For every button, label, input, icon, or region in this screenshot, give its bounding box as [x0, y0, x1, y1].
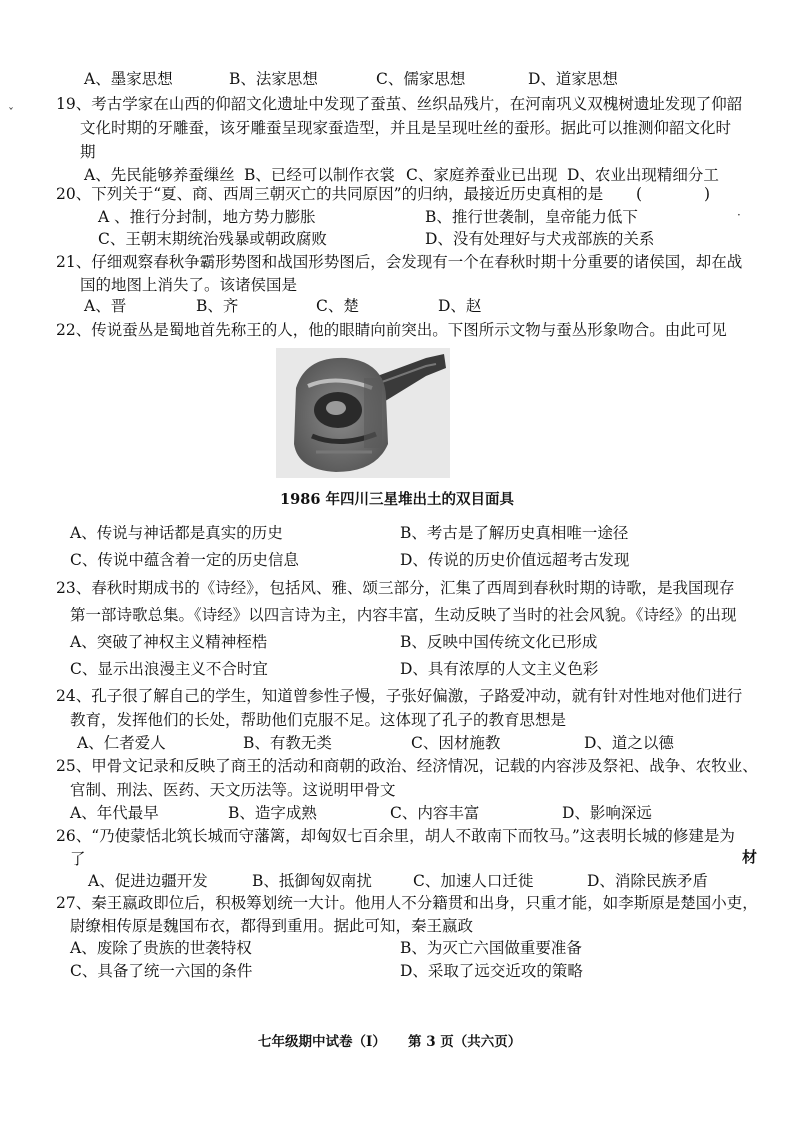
- q19-stem-line-3: 期: [80, 143, 96, 161]
- q25-stem-line-1: 25、甲骨文记录和反映了商王的活动和商朝的政治、经济情况，记载的内容涉及祭祀、战争、农牧业、: [56, 757, 758, 775]
- q21-option-a[interactable]: A、晋: [84, 297, 127, 315]
- q20-option-b[interactable]: B、推行世袭制，皇帝能力低下: [425, 208, 638, 226]
- q26-option-a[interactable]: A、促进边疆开发: [88, 872, 208, 890]
- q26-option-c[interactable]: C、加速人口迁徙: [413, 872, 534, 890]
- q18-option-d[interactable]: D、道家思想: [528, 70, 618, 88]
- scan-speck: ˇ: [8, 106, 14, 120]
- q21-option-c[interactable]: C、楚: [316, 297, 359, 315]
- q22-option-c[interactable]: C、传说中蕴含着一定的历史信息: [70, 551, 299, 569]
- q20-option-d[interactable]: D、没有处理好与犬戎部族的关系: [425, 230, 655, 248]
- image-caption: 1986 年四川三星堆出土的双目面具: [280, 491, 514, 508]
- q25-option-b[interactable]: B、造字成熟: [228, 804, 317, 822]
- q22-option-a[interactable]: A、传说与神话都是真实的历史: [70, 524, 283, 542]
- q27-option-c[interactable]: C、具备了统一六国的条件: [70, 962, 253, 980]
- margin-stray-character: 材: [742, 848, 758, 866]
- q24-option-c[interactable]: C、因材施教: [411, 734, 501, 752]
- q21-stem-line-1: 21、仔细观察春秋争霸形势图和战国形势图后，会发现有一个在春秋时期十分重要的诸侯国，却在战: [56, 253, 743, 271]
- q22-option-b[interactable]: B、考古是了解历史真相唯一途径: [400, 524, 629, 542]
- q24-option-b[interactable]: B、有教无类: [243, 734, 332, 752]
- q25-stem-line-2: 官制、刑法、医药、天文历法等。这说明甲骨文: [70, 781, 396, 799]
- q26-option-b[interactable]: B、抵御匈奴南扰: [252, 872, 372, 890]
- q20-option-c[interactable]: C、王朝末期统治残暴或朝政腐败: [98, 230, 327, 248]
- q21-option-b[interactable]: B、齐: [196, 297, 239, 315]
- q23-option-d[interactable]: D、具有浓厚的人文主义色彩: [400, 660, 599, 678]
- q19-stem-line-2: 文化时期的牙雕蚕，该牙雕蚕呈现家蚕造型，并且是呈现吐丝的蚕形。据此可以推测仰韶文化时: [80, 119, 732, 137]
- scan-speck: ·: [737, 208, 741, 222]
- q24-stem-line-1: 24、孔子很了解自己的学生，知道曾参性子慢，子张好偏激，子路爱冲动，就有针对性地对他们进行: [56, 687, 743, 705]
- q19-option-c[interactable]: C、家庭养蚕业已出现: [406, 166, 558, 184]
- q20-answer-bracket[interactable]: ( ): [636, 185, 711, 203]
- q19-option-d[interactable]: D、农业出现精细分工: [567, 166, 719, 184]
- q24-stem-line-2: 教育，发挥他们的长处，帮助他们克服不足。这体现了孔子的教育思想是: [70, 711, 567, 729]
- q18-option-b[interactable]: B、法家思想: [229, 70, 318, 88]
- q18-option-a[interactable]: A、墨家思想: [84, 70, 173, 88]
- q24-option-d[interactable]: D、道之以德: [584, 734, 674, 752]
- q27-option-a[interactable]: A、废除了贵族的世袭特权: [70, 939, 252, 957]
- q25-option-c[interactable]: C、内容丰富: [390, 804, 480, 822]
- q23-option-b[interactable]: B、反映中国传统文化已形成: [400, 633, 598, 651]
- q26-option-d[interactable]: D、消除民族矛盾: [587, 872, 708, 890]
- q19-option-a[interactable]: A、先民能够养蚕缫丝: [84, 166, 235, 184]
- q27-option-b[interactable]: B、为灭亡六国做重要准备: [400, 939, 582, 957]
- q25-option-a[interactable]: A、年代最早: [70, 804, 159, 822]
- q18-option-c[interactable]: C、儒家思想: [376, 70, 466, 88]
- q26-stem-line-2: 了: [70, 850, 86, 868]
- q23-option-a[interactable]: A、突破了神权主义精神桎梏: [70, 633, 268, 651]
- footer-page-number: 第 3 页（共六页）: [408, 1034, 522, 1050]
- q25-option-d[interactable]: D、影响深远: [562, 804, 652, 822]
- q23-option-c[interactable]: C、显示出浪漫主义不合时宜: [70, 660, 268, 678]
- q19-stem-line-1: 19、考古学家在山西的仰韶文化遗址中发现了蚕茧、丝织品残片，在河南巩义双槐树遗址发现了仰韶: [56, 95, 743, 113]
- q24-option-a[interactable]: A、仁者爱人: [77, 734, 166, 752]
- q21-stem-line-2: 国的地图上消失了。该诸侯国是: [80, 276, 298, 294]
- q27-stem-line-1: 27、秦王嬴政即位后，积极筹划统一大计。他用人不分籍贯和出身，只重才能，如李斯原是楚国小吏，: [56, 894, 758, 912]
- q26-stem-line-1: 26、“乃使蒙恬北筑长城而守藩篱，却匈奴七百余里，胡人不敢南下而牧马。”这表明长城的修建是为: [56, 827, 735, 845]
- q21-option-d[interactable]: D、赵: [438, 297, 482, 315]
- q22-stem: 22、传说蚕丛是蜀地首先称王的人，他的眼睛向前突出。下图所示文物与蚕丛形象吻合。由此可见: [56, 321, 727, 339]
- q22-option-d[interactable]: D、传说的历史价值远超考古发现: [400, 551, 630, 569]
- q23-stem-line-1: 23、春秋时期成书的《诗经》，包括风、雅、颂三部分，汇集了西周到春秋时期的诗歌，是我国现存: [56, 579, 735, 597]
- q19-option-b[interactable]: B、已经可以制作衣裳: [244, 166, 395, 184]
- q20-stem: 20、下列关于“夏、商、西周三朝灭亡的共同原因”的归纳，最接近历史真相的是: [56, 185, 604, 203]
- q27-option-d[interactable]: D、采取了远交近攻的策略: [400, 962, 583, 980]
- bronze-mask-image: [276, 348, 450, 478]
- q23-stem-line-2: 第一部诗歌总集。《诗经》以四言诗为主，内容丰富，生动反映了当时的社会风貌。《诗经》的出现: [70, 606, 737, 624]
- q27-stem-line-2: 尉缭相传原是魏国布衣，都得到重用。据此可知，秦王嬴政: [70, 917, 474, 935]
- q20-option-a[interactable]: A 、推行分封制，地方势力膨胀: [98, 208, 316, 226]
- footer-exam-title: 七年级期中试卷（I）: [258, 1034, 386, 1050]
